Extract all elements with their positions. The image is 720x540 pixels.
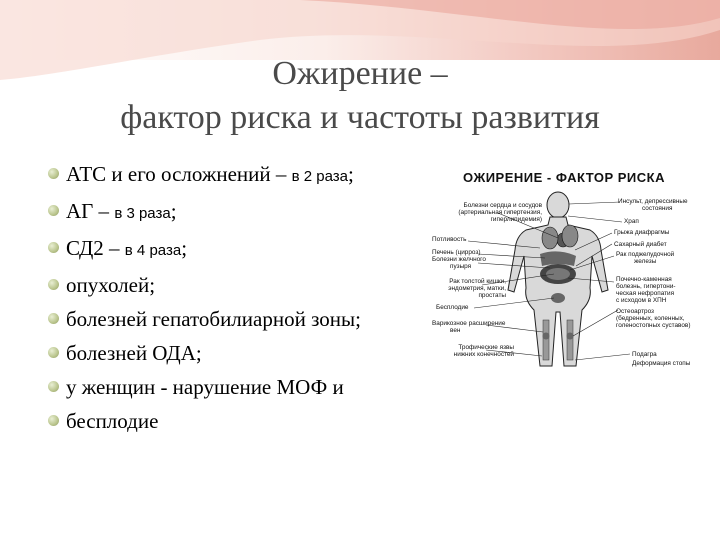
label-foot-deformity: Деформация стопы	[632, 360, 691, 367]
label-snoring: Храп	[624, 218, 639, 225]
bullet-list	[48, 157, 361, 438]
list-item	[48, 370, 361, 404]
bullet-icon	[48, 279, 59, 290]
label-osteoarthritis: Остеоартроз (бедренных, коленных, голеностопных суставов)	[616, 308, 691, 329]
bullet-icon	[48, 415, 59, 426]
list-item-note: в 4 раза	[124, 242, 182, 259]
label-infertility: Бесплодие	[436, 304, 469, 311]
list-item	[48, 268, 361, 302]
list-item-text: АГ –	[66, 199, 115, 223]
label-kidney: Почечно-каменная болезнь, гипертони- ческая нефропатия с исходом в ХПН	[616, 276, 676, 304]
label-ulcers: Трофические язвы нижних конечностей	[453, 344, 514, 358]
label-diabetes: Сахарный диабет	[614, 241, 667, 248]
header-decoration	[0, 0, 720, 60]
list-item	[48, 194, 361, 231]
list-item-tail: ;	[348, 162, 354, 186]
list-item-tail: ;	[170, 199, 177, 223]
bullet-icon	[48, 242, 59, 253]
list-item-tail: ;	[181, 236, 188, 260]
label-liver: Печень (цирроз)	[432, 249, 481, 256]
label-sweating: Потливость	[432, 236, 467, 243]
list-item	[48, 231, 361, 268]
page-title	[40, 52, 680, 140]
list-item-note: в 2 раза	[291, 168, 349, 185]
label-gout: Подагра	[632, 351, 657, 358]
list-item	[48, 157, 361, 194]
label-varicose: Варикозное расширение вен	[432, 320, 506, 334]
list-item	[48, 302, 361, 336]
bullet-icon	[48, 168, 59, 179]
label-heart-disease: Болезни сердца и сосудов (артериальная гипертензия, гиперлипидемия)	[458, 202, 542, 223]
bullet-icon	[48, 381, 59, 392]
label-cancer: Рак толстой кишки, эндометрия, матки, простаты	[448, 278, 506, 299]
list-item-text: болезней гепатобилиарной зоны;	[66, 307, 361, 331]
title-line-2: фактор риска и частоты развития	[120, 99, 600, 136]
list-item	[48, 404, 361, 438]
list-item-text: болезней ОДА;	[66, 341, 202, 365]
title-line-1: Ожирение –	[272, 55, 448, 92]
list-item-text: АТС и его осложнений –	[66, 162, 292, 186]
list-item	[48, 336, 361, 370]
label-hernia: Грыжа диафрагмы	[614, 229, 670, 236]
list-item-note: в 3 раза	[114, 205, 171, 222]
label-stroke: Инсульт, депрессивные состояния	[618, 198, 688, 212]
obesity-risk-figure	[430, 170, 698, 370]
label-pancreas: Рак поджелудочной железы	[616, 251, 675, 265]
list-item-text: опухолей;	[66, 273, 156, 297]
label-gallbladder: Болезни желчного пузыря	[432, 256, 486, 270]
list-item-text: бесплодие	[66, 409, 159, 433]
figure-title: ОЖИРЕНИЕ - ФАКТОР РИСКА	[463, 170, 665, 185]
list-item-text: у женщин - нарушение МОФ и	[66, 375, 344, 399]
bullet-icon	[48, 347, 59, 358]
bullet-icon	[48, 313, 59, 324]
list-item-text: СД2 –	[66, 236, 125, 260]
bullet-icon	[48, 205, 59, 216]
